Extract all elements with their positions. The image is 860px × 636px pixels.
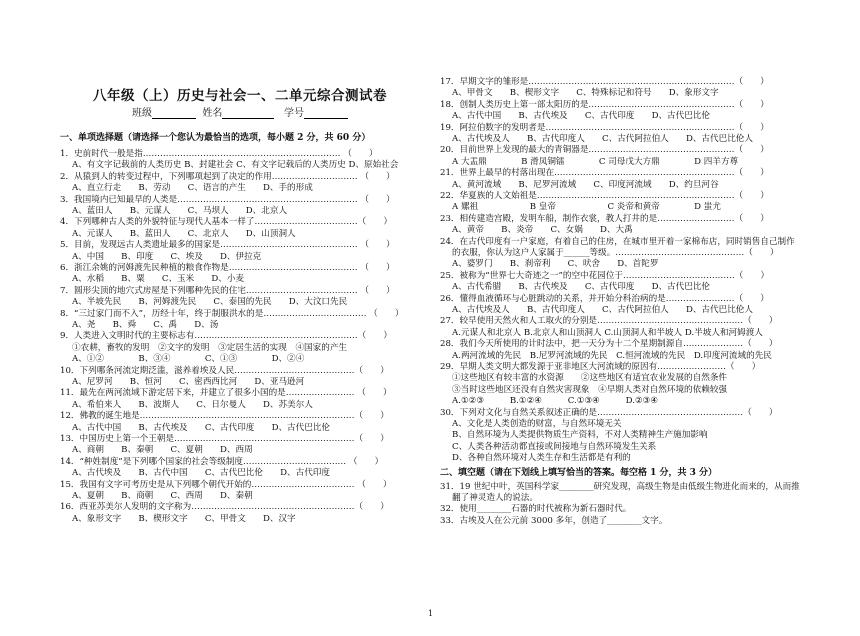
question-18-options: A、古代中国 B、古代埃及 C、古代印度 D、古代巴比伦 [452, 111, 711, 122]
section-1-heading: 一、单项选择题（请选择一个您认为最恰当的选项，每小题 2 分，共 60 分） [60, 133, 371, 143]
question-15: 15．我国有文字可考历史是从下列哪个朝代开始的……………………………… （ ） [60, 479, 392, 490]
id-blank[interactable] [304, 108, 348, 119]
question-23: 23．相传建造宫殿，发明车船，制作衣裳，教人打井的是………………………（ ） [440, 213, 769, 224]
question-9: 9．人类进入文明时代的主要标志有…………………………………………………（ ） [60, 331, 393, 342]
question-30-options: A、文化是人类创造的财富，与自然环境无关 [452, 419, 622, 429]
question-6-options: A、水稻 B、粟 C、玉米 D、小麦 [72, 274, 245, 285]
question-5-options: A、中国 B、印度 C、埃及 D、伊拉克 [72, 251, 262, 262]
fill-question-line: 33．古埃及人在公元前 3000 多年，创造了________文字。 [440, 515, 668, 526]
question-15-options: A、夏朝 B、商朝 C、西周 D、秦朝 [72, 491, 253, 501]
question-7-options: A、半坡先民 B、河姆渡先民 C、泰国的先民 D、大汶口先民 [72, 297, 348, 308]
question-11: 11．最先在两河流域下游定居下来，并建立了很多小国的是…………………… （ ） [60, 388, 392, 399]
question-9-options: ①农耕，畜牧的发明 ②文字的发明 ③定居生活的实现 ④国家的产生 [72, 342, 348, 353]
class-label: 班级 [132, 108, 153, 119]
question-7: 7．圆形尖顶的地穴式房屋是下列哪种先民的住宅………………………………… （ ） [60, 285, 395, 296]
question-19: 19．阿拉伯数字的发明者是…………………………………………………………（ ） [440, 122, 769, 133]
question-30: 30．下列对文化与自然关系叙述正确的是……………………………………………（ ） [440, 407, 778, 418]
question-10: 10．下列哪条河流定期泛滥，滋养着埃及人民……………………………………（ ） [60, 365, 389, 376]
question-29-options: ①这些地区有较丰富的水资源 ②这些地区有适宜农业发展的自然条件 [452, 373, 728, 384]
question-24: 24．在古代印度有一户家庭，有着自己的住房，在城市里开着一家棉布店，同时销售自己制作 [440, 236, 795, 247]
question-12-options: A、古代中国 B、古代埃及 C、古代印度 D、古代巴比伦 [72, 422, 331, 433]
question-24-options: 的衣服，你认为这户人家属于______等级。………………………………………（ ） [452, 248, 779, 258]
question-27: 27．较早使用天然火和人工取火的分别是……………………………………………（ ） [440, 316, 778, 327]
question-16-options: A、象形文字 B、楔形文字 C、甲骨文 D、汉字 [72, 513, 296, 524]
question-2: 2．从猿到人的转变过程中，下列哪项起到了决定的作用………………………… （ ） [60, 171, 395, 182]
question-19-options: A、古代埃及人 B、古代印度人 C、古代阿拉伯人 D、古代巴比伦人 [452, 134, 753, 144]
question-30-options: C、人类各种活动都直接或间接地与自然环境发生关系 [452, 441, 657, 452]
fill-question-line: 32．使用________石器的时代被称为新石器时代。 [440, 504, 632, 515]
question-11-options: A、希伯来人 B、波斯人 C、日尔曼人 D、苏美尔人 [72, 399, 313, 410]
class-blank[interactable] [152, 108, 196, 119]
question-17-options: A、甲骨文 B、楔形文字 C、特殊标记和符号 D、象形文字 [452, 88, 719, 99]
question-13-options: A、商朝 B、秦朝 C、夏朝 D、西周 [72, 445, 253, 456]
page-number: 1 [428, 609, 434, 618]
question-23-options: A、黄帝 B、炎帝 C、女娲 D、大禹 [452, 225, 633, 236]
question-29-options: A.①②③ B.①②④ C.①③④ D.②③④ [452, 396, 659, 407]
question-28-options: A.两河流域的先民 B.尼罗河流域的先民 C.恒河流域的先民 D.印度河流域的先民 [452, 350, 772, 361]
question-30-options: B、自然环境为人类提供物质生产资料，不对人类精神生产施加影响 [452, 430, 708, 441]
fill-question-line: 31．19 世纪中叶，英国科学家________研究发现，高级生物是由低级生物进化而来的，从而推 [440, 481, 800, 492]
question-9-options: A、①② B、③④ C、①③ D、②④ [72, 354, 305, 365]
question-6: 6．浙江余姚的河姆渡先民种植的粮食作物是……………………………………… （ ） [60, 263, 395, 273]
name-blank[interactable] [222, 108, 274, 119]
question-29: 29．早期人类文明大都发源于亚非地区大河流域的原因有……………………（ ） [440, 362, 761, 372]
question-27-options: A.元谋人和北京人 B.北京人和山顶洞人 C.山顶洞人和半坡人 D.半坡人和河姆渡人 [452, 327, 763, 338]
question-29-options: ③当时这些地区还没有自然灾害现象 ④早期人类对自然环境的依赖较强 [452, 384, 728, 395]
question-1: 1．史前时代一般是指…………………………………………………………… （ ） [60, 149, 378, 159]
question-10-options: A、尼罗河 B、恒河 C、密西西比河 D、亚马逊河 [72, 377, 305, 387]
question-25-options: A、古代希腊 B、古代埃及 C、古代印度 D、古代巴比伦 [452, 282, 711, 293]
question-25: 25．被称为“世界七大奇迹之一”的空中花园位于…………………………………（ ） [440, 270, 770, 281]
question-5: 5．目前，发现远古人类遗址最多的国家是………………………………………… （ ） [60, 240, 395, 251]
id-label: 学号 [283, 108, 304, 119]
question-16: 16．西亚苏美尔人发明的文字称为…………………………………………………（ ） [60, 502, 389, 513]
question-26-options: A、古代埃及人 B、古代印度人 C、古代阿拉伯人 D、古代巴比伦人 [452, 305, 753, 315]
question-26: 26．懂得血液循环与心脏跳动的关系，并开始分科治病的是……………………（ ） [440, 293, 769, 304]
question-4-options: A、元谋人 B、蓝田人 C、北京人 D、山顶洞人 [72, 228, 296, 239]
question-2-options: A、直立行走 B、劳动 C、语言的产生 D、手的形成 [72, 183, 313, 194]
question-14-options: A、古代埃及 B、古代中国 C、古代巴比伦 D、古代印度 [72, 468, 331, 479]
question-8-options: A、尧 B、舜 C、禹 D、汤 [72, 320, 219, 330]
question-17: 17．早期文字的雏形是………………………………………………………………（ ） [440, 77, 769, 87]
question-8: 8．“三过家门而不入”，历经十年，终于制服洪水的是……………………………… （ ） [60, 308, 404, 319]
question-20-options: A 大盂鼎 B 滑凤铜镭 C 司母戊大方鼎 D 四羊方尊 [452, 156, 739, 167]
question-4: 4．下列哪种古人类的外貌特征与现代人基本一样了………………………………（ ） [60, 217, 393, 228]
question-1-options: A、有文字记载前的人类历史 B、封建社会 C、有文字记载后的人类历史 D、原始社会 [72, 160, 399, 171]
student-info [60, 104, 420, 119]
exam-title: 八年级（上）历史与社会一、二单元综合测试卷 [93, 88, 387, 104]
question-20: 20．目前世界上发现的最大的青铜器是……………………………………………（ ） [440, 145, 769, 156]
question-12: 12．佛教的诞生地是…………………………………………………………………（ ） [60, 411, 389, 422]
question-14: 14．“种姓制度”是下列哪个国家的社会等级制度……………………………… （ ） [60, 456, 384, 467]
question-28: 28．我们今天所使用的计时法中，把一天分为十二个星期制源自…………………（ ） [440, 339, 778, 350]
question-21-options: A、黄河流域 B、尼罗河流域 C、印度河流域 D、约旦河谷 [452, 179, 719, 190]
question-18: 18．创制人类历史上第一部太阳历的是……………………………………………（ ） [440, 99, 769, 110]
question-21: 21．世界上最早的村落出现在………………………………………………………（ ） [440, 168, 769, 179]
question-3: 3．我国境内已知最早的人类是……………………………………………………… （ ） [60, 194, 395, 205]
section-2-heading: 二、填空题（请在下划线上填写恰当的答案。每空格 1 分，共 3 分） [440, 467, 718, 478]
question-30-options: D、各种自然环境对人类生存和生活都是有利的 [452, 453, 631, 464]
question-13: 13．中国历史上第一个王朝是………………………………………………………（ ） [60, 434, 389, 444]
fill-question-line: 翻了神灵造人的说法。 [452, 493, 538, 503]
question-3-options: A、蓝田人 B、元谋人 C、马坝人 D、北京人 [72, 206, 288, 216]
question-24-options: A、婆罗门 B、刹帝利 C、吠舍 D、首陀罗 [452, 259, 659, 270]
question-22-options: A 嫘祖 B 皇帝 C 炎帝和黄帝 D 蚩尤 [452, 202, 721, 213]
name-label: 姓名 [202, 108, 223, 119]
question-22: 22．华夏族的人文始祖是……………………………………………………………（ ） [440, 191, 769, 201]
